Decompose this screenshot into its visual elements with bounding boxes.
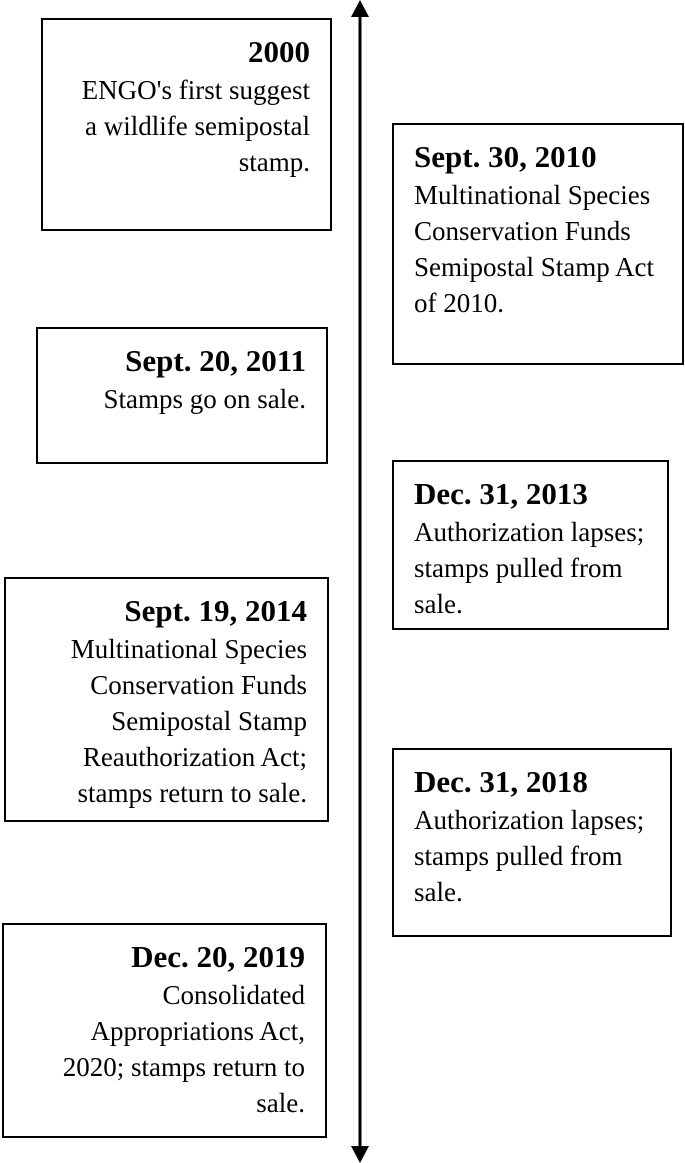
event-date: Sept. 19, 2014 (124, 593, 307, 628)
event-description: Consolidated Appropriations Act, 2020; stamps return to sale. (62, 980, 305, 1118)
timeline-event-2011 (36, 327, 328, 464)
event-date: Sept. 20, 2011 (125, 343, 306, 378)
event-description: Authorization lapses; stamps pulled from sale. (414, 517, 645, 619)
event-description: ENGO's first suggest a wildlife semipostal stamp. (81, 75, 310, 177)
event-description: Multinational Species Conservation Funds Semipostal Stamp Reauthorization Act; stamps return to sale. (70, 634, 307, 808)
event-date: Sept. 30, 2010 (414, 139, 597, 174)
timeline-arrow-bottom-icon (351, 1146, 369, 1163)
event-description: Multinational Species Conservation Funds Semipostal Stamp Act of 2010. (414, 180, 654, 318)
timeline-event-2010 (392, 123, 684, 365)
timeline-event-2014 (4, 577, 329, 822)
event-date: Dec. 31, 2013 (414, 476, 588, 511)
event-date: Dec. 31, 2018 (414, 764, 588, 799)
event-date: Dec. 20, 2019 (131, 939, 305, 974)
timeline-event-2019 (2, 923, 327, 1138)
timeline-event-2018 (392, 748, 672, 937)
event-description: Authorization lapses; stamps pulled from sale. (414, 805, 645, 907)
event-description: Stamps go on sale. (103, 384, 306, 414)
timeline-arrow-top-icon (351, 0, 369, 17)
event-date: 2000 (248, 34, 310, 69)
timeline-event-2000 (41, 18, 332, 231)
timeline-event-2013 (392, 460, 669, 630)
